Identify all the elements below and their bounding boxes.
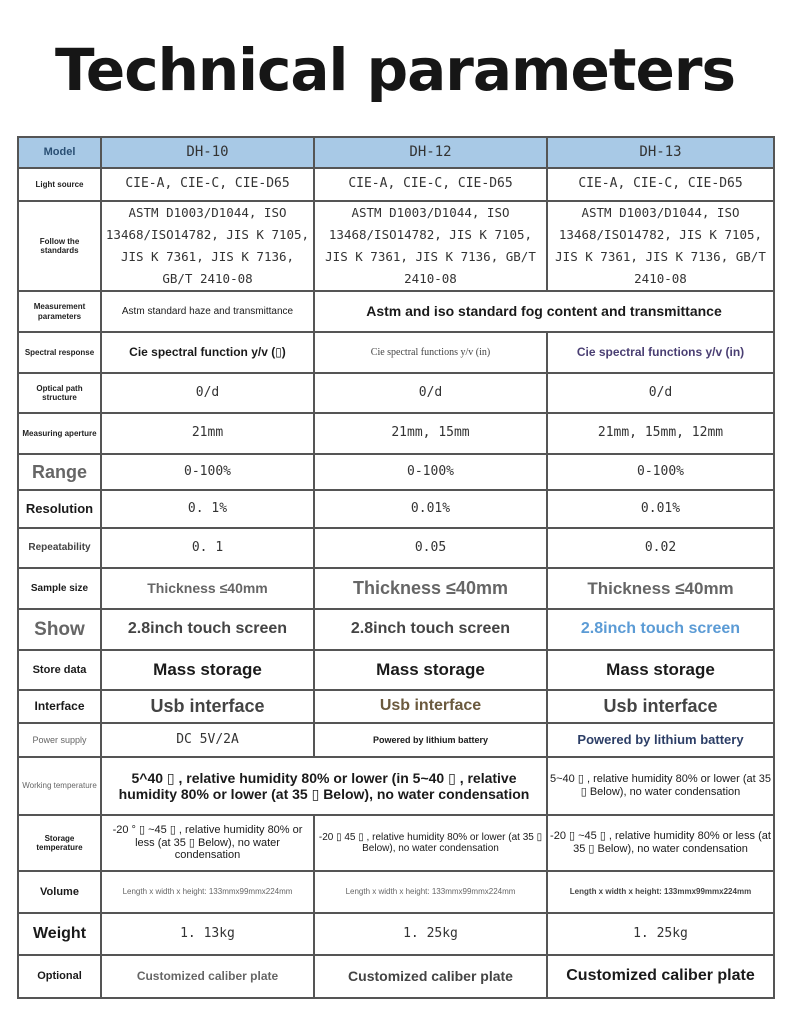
cell-value: Customized caliber plate	[101, 955, 314, 998]
cell-value: ASTM D1003/D1044, ISO 13468/ISO14782, JIS K 7105, JIS K 7361, JIS K 7136, GB/T 2410-08	[547, 201, 774, 291]
table-row	[18, 723, 774, 757]
table-row	[18, 757, 774, 815]
cell-value: Length x width x height: 133mmx99mmx224mm	[547, 871, 774, 913]
cell-value: Mass storage	[314, 650, 547, 690]
cell-value: 5~40 ▯ , relative humidity 80% or lower (at 35 ▯ Below), no water condensation	[547, 757, 774, 815]
row-label: Sample size	[18, 568, 101, 609]
cell-value: Thickness ≤40mm	[101, 568, 314, 609]
table-row	[18, 871, 774, 913]
cell-value: Usb interface	[314, 690, 547, 723]
row-label: Resolution	[18, 490, 101, 528]
cell-value: Length x width x height: 133mmx99mmx224mm	[314, 871, 547, 913]
row-label: Show	[18, 609, 101, 650]
table-row	[18, 609, 774, 650]
model-name: DH-13	[547, 137, 774, 168]
cell-value: CIE-A, CIE-C, CIE-D65	[314, 168, 547, 201]
row-label: Store data	[18, 650, 101, 690]
cell-value: 2.8inch touch screen	[547, 609, 774, 650]
table-row	[18, 815, 774, 871]
cell-value-merged: 5^40 ▯ , relative humidity 80% or lower (in 5~40 ▯ , relative humidity 80% or lower (at 35 ▯ Below), no water condensation	[101, 757, 547, 815]
cell-value: Powered by lithium battery	[547, 723, 774, 757]
cell-value: 21mm	[101, 413, 314, 454]
cell-value: Mass storage	[101, 650, 314, 690]
row-label: Follow the standards	[18, 201, 101, 291]
table-row	[18, 413, 774, 454]
cell-value: 1. 13kg	[101, 913, 314, 955]
cell-value: 0.01%	[547, 490, 774, 528]
row-label: Light source	[18, 168, 101, 201]
cell-value: Customized caliber plate	[547, 955, 774, 998]
cell-value: 0-100%	[547, 454, 774, 490]
table-row	[18, 291, 774, 332]
cell-value: Usb interface	[101, 690, 314, 723]
cell-value: -20 ° ▯ ~45 ▯ , relative humidity 80% or less (at 35 ▯ Below), no water condensation	[101, 815, 314, 871]
cell-value: DC 5V/2A	[101, 723, 314, 757]
table-row	[18, 201, 774, 291]
table-row	[18, 650, 774, 690]
row-label: Optional	[18, 955, 101, 998]
row-label: Spectral response	[18, 332, 101, 373]
cell-value: 0/d	[547, 373, 774, 413]
header-label: Model	[18, 137, 101, 168]
model-name: DH-10	[101, 137, 314, 168]
model-name: DH-12	[314, 137, 547, 168]
cell-value: 2.8inch touch screen	[314, 609, 547, 650]
table-row	[18, 490, 774, 528]
cell-value-merged: Astm and iso standard fog content and transmittance	[314, 291, 774, 332]
spec-table	[17, 136, 775, 999]
row-label: Optical path structure	[18, 373, 101, 413]
row-label: Power supply	[18, 723, 101, 757]
cell-value: Length x width x height: 133mmx99mmx224mm	[101, 871, 314, 913]
cell-value: 0.05	[314, 528, 547, 568]
cell-value: Astm standard haze and transmittance	[101, 291, 314, 332]
row-label: Range	[18, 454, 101, 490]
cell-value: 0-100%	[101, 454, 314, 490]
cell-value: ASTM D1003/D1044, ISO 13468/ISO14782, JIS K 7105, JIS K 7361, JIS K 7136, GB/T 2410-08	[101, 201, 314, 291]
cell-value: ASTM D1003/D1044, ISO 13468/ISO14782, JIS K 7105, JIS K 7361, JIS K 7136, GB/T 2410-08	[314, 201, 547, 291]
cell-value: Customized caliber plate	[314, 955, 547, 998]
row-label: Interface	[18, 690, 101, 723]
cell-value: 0-100%	[314, 454, 547, 490]
row-label: Weight	[18, 913, 101, 955]
cell-value: 21mm, 15mm	[314, 413, 547, 454]
cell-value: CIE-A, CIE-C, CIE-D65	[547, 168, 774, 201]
table-row	[18, 168, 774, 201]
table-row	[18, 913, 774, 955]
row-label: Measurement parameters	[18, 291, 101, 332]
cell-value: Powered by lithium battery	[314, 723, 547, 757]
cell-value: 0.01%	[314, 490, 547, 528]
cell-value: 0/d	[314, 373, 547, 413]
header-row	[18, 137, 774, 168]
row-label: Repeatability	[18, 528, 101, 568]
cell-value: CIE-A, CIE-C, CIE-D65	[101, 168, 314, 201]
row-label: Working temperature	[18, 757, 101, 815]
row-label: Measuring aperture	[18, 413, 101, 454]
page-title: Technical parameters	[55, 36, 735, 104]
table-row	[18, 332, 774, 373]
cell-value: 2.8inch touch screen	[101, 609, 314, 650]
row-label: Volume	[18, 871, 101, 913]
table-row	[18, 955, 774, 998]
cell-value: Usb interface	[547, 690, 774, 723]
cell-value: 0. 1	[101, 528, 314, 568]
row-label: Storage temperature	[18, 815, 101, 871]
cell-value: Mass storage	[547, 650, 774, 690]
cell-value: Thickness ≤40mm	[547, 568, 774, 609]
table-row	[18, 528, 774, 568]
cell-value: 1. 25kg	[314, 913, 547, 955]
cell-value: 0/d	[101, 373, 314, 413]
table-row	[18, 454, 774, 490]
table-row	[18, 568, 774, 609]
cell-value: -20 ▯ ~45 ▯ , relative humidity 80% or less (at 35 ▯ Below), no water condensation	[547, 815, 774, 871]
cell-value: Thickness ≤40mm	[314, 568, 547, 609]
cell-value: Cie spectral functions y/v (in)	[547, 332, 774, 373]
cell-value: -20 ▯ 45 ▯ , relative humidity 80% or lower (at 35 ▯ Below), no water condensation	[314, 815, 547, 871]
cell-value: Cie spectral function y/v (▯)	[101, 332, 314, 373]
cell-value: 21mm, 15mm, 12mm	[547, 413, 774, 454]
table-row	[18, 690, 774, 723]
table-row	[18, 373, 774, 413]
cell-value: 0.02	[547, 528, 774, 568]
cell-value: Cie spectral functions y/v (in)	[314, 332, 547, 373]
cell-value: 0. 1%	[101, 490, 314, 528]
cell-value: 1. 25kg	[547, 913, 774, 955]
